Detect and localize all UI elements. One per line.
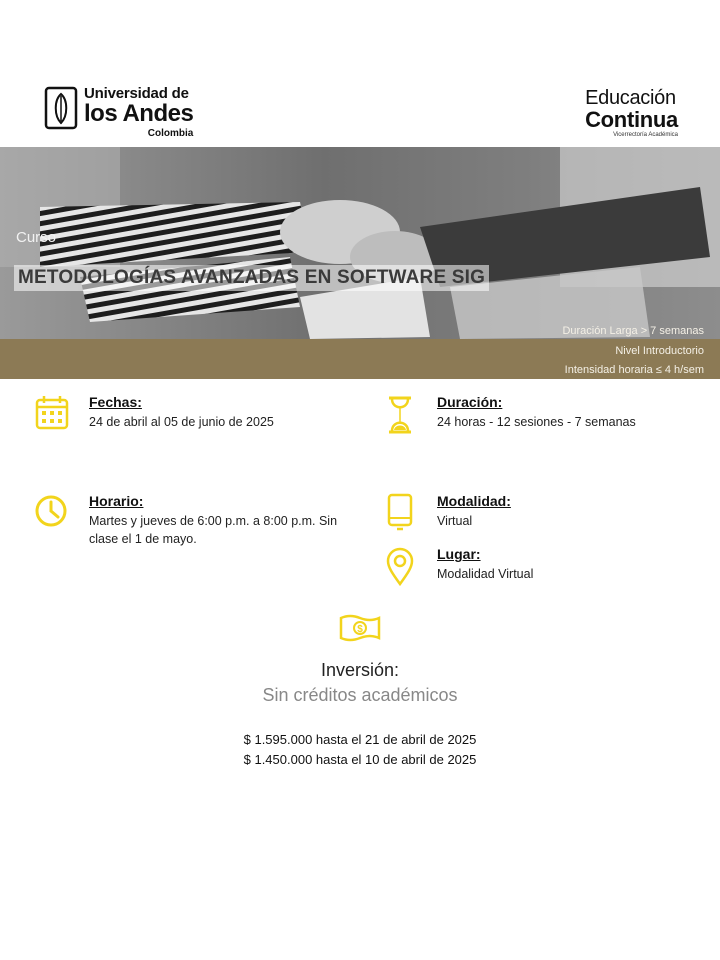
uandes-crest-icon <box>44 86 78 130</box>
lugar-value: Modalidad Virtual <box>437 567 534 581</box>
fechas-item <box>35 394 365 444</box>
educ-line1: Educación <box>585 87 676 109</box>
money-icon <box>338 612 382 642</box>
course-title-bar <box>14 265 489 291</box>
course-banner <box>0 147 720 379</box>
fechas-value: 24 de abril al 05 de junio de 2025 <box>89 415 274 429</box>
duracion-label: Duración: <box>437 394 503 410</box>
location-pin-icon <box>383 546 417 586</box>
inversion-subtitle: Sin créditos académicos <box>262 685 458 705</box>
uandes-line3: Colombia <box>147 128 194 139</box>
tablet-icon <box>383 493 417 533</box>
educ-line2: Continua <box>585 107 678 132</box>
svg-text:$: $ <box>357 624 363 635</box>
horario-value: Martes y jueves de 6:00 p.m. a 8:00 p.m. Sin clase el 1 de mayo. <box>89 514 338 546</box>
duracion-item <box>383 394 703 444</box>
info-intensity: Intensidad horaria ≤ 4 h/sem <box>564 364 704 376</box>
uandes-line1: Universidad de <box>84 85 189 102</box>
modalidad-item <box>383 493 703 537</box>
horario-item <box>35 493 365 553</box>
course-title: METODOLOGÍAS AVANZADAS EN SOFTWARE SIG <box>18 267 486 288</box>
educacion-continua-logo <box>585 88 678 138</box>
inversion-title: Inversión: <box>320 660 400 680</box>
info-duration: Duración Larga > 7 semanas <box>562 325 704 337</box>
modalidad-label: Modalidad: <box>437 493 511 509</box>
horario-label: Horario: <box>89 493 144 509</box>
calendar-icon <box>35 394 69 434</box>
price-line-1: $ 1.595.000 hasta el 21 de abril de 2025 <box>243 732 477 747</box>
lugar-label: Lugar: <box>437 546 481 562</box>
price-line-2: $ 1.450.000 hasta el 10 de abril de 2025 <box>243 752 477 767</box>
fechas-label: Fechas: <box>89 394 142 410</box>
uandes-logo <box>44 86 193 139</box>
duracion-value: 24 horas - 12 sesiones - 7 semanas <box>437 415 636 429</box>
course-kicker: Curso <box>16 229 57 246</box>
info-level: Nivel Introductorio <box>615 345 704 357</box>
hourglass-icon <box>383 394 417 434</box>
educ-line3: Vicerrectoría Académica <box>613 132 678 139</box>
clock-icon <box>35 493 69 533</box>
modalidad-value: Virtual <box>437 514 473 528</box>
uandes-line2: los Andes <box>84 100 194 127</box>
lugar-item <box>383 546 703 590</box>
